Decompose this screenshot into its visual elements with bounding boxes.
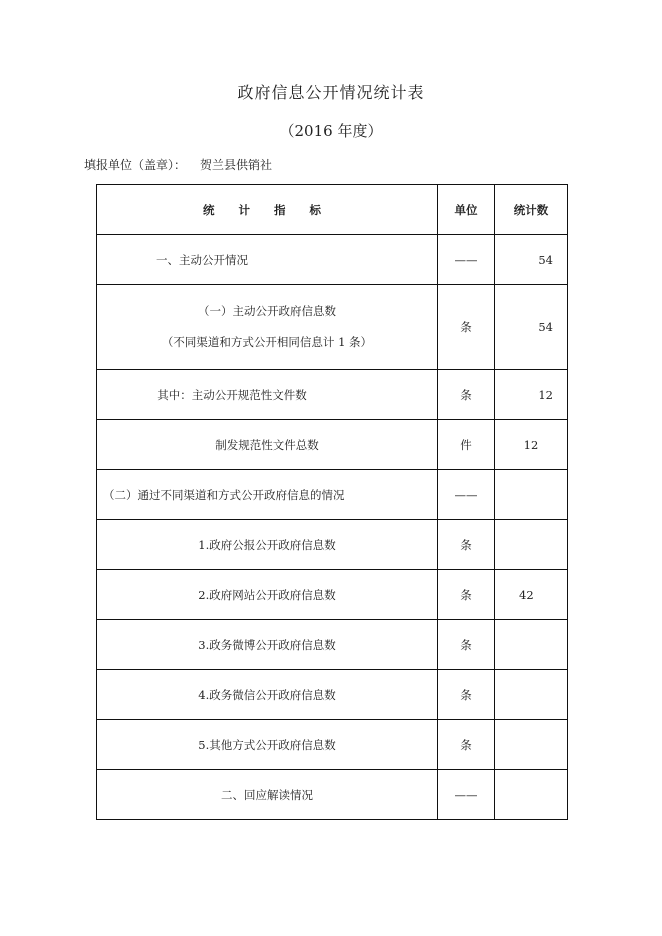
- row-count: [495, 720, 568, 770]
- row-unit: 件: [438, 420, 495, 470]
- row-name: 1.政府公报公开政府信息数: [97, 520, 438, 570]
- table-row: [97, 670, 568, 720]
- row-unit: ——: [438, 470, 495, 520]
- header-indicator: 统 计 指 标: [97, 185, 438, 235]
- header-unit: 单位: [438, 185, 495, 235]
- row-name: 5.其他方式公开政府信息数: [97, 720, 438, 770]
- row-count: [495, 670, 568, 720]
- row-count: 42: [495, 570, 568, 620]
- row-name: 2.政府网站公开政府信息数: [97, 570, 438, 620]
- row-count: 54: [495, 235, 568, 285]
- table-header-row: [97, 185, 568, 235]
- row-count: 54: [495, 285, 568, 370]
- table-row: [97, 285, 568, 370]
- row-unit: 条: [438, 720, 495, 770]
- statistics-table: [96, 184, 568, 820]
- row-count: [495, 620, 568, 670]
- header-count: 统计数: [495, 185, 568, 235]
- row-unit: 条: [438, 620, 495, 670]
- table-row: [97, 620, 568, 670]
- year-label: （2016 年度）: [279, 122, 383, 140]
- table-row: [97, 770, 568, 820]
- row-unit: ——: [438, 235, 495, 285]
- row-name: 一、主动公开情况: [97, 235, 438, 285]
- row-name: 其中：主动公开规范性文件数: [97, 370, 438, 420]
- table-row: [97, 570, 568, 620]
- page-title: 政府信息公开情况统计表: [237, 83, 425, 102]
- row-name: 3.政务微博公开政府信息数: [97, 620, 438, 670]
- row-name-line-2: （不同渠道和方式公开相同信息计 1 条）: [161, 335, 373, 349]
- row-name: [97, 285, 438, 370]
- filler-label: 填报单位（盖章）：: [84, 158, 187, 172]
- row-name: （二）通过不同渠道和方式公开政府信息的情况: [97, 470, 438, 520]
- row-name: 制发规范性文件总数: [97, 420, 438, 470]
- row-name: 二、回应解读情况: [97, 770, 438, 820]
- filler-value: 贺兰县供销社: [200, 158, 273, 172]
- row-unit: 条: [438, 285, 495, 370]
- row-unit: 条: [438, 520, 495, 570]
- table-row: [97, 370, 568, 420]
- table-row: [97, 470, 568, 520]
- row-count: 12: [495, 420, 568, 470]
- row-unit: 条: [438, 670, 495, 720]
- row-unit: 条: [438, 370, 495, 420]
- table-row: [97, 235, 568, 285]
- table-row: [97, 420, 568, 470]
- table-row: [97, 720, 568, 770]
- table-row: [97, 520, 568, 570]
- row-count: 12: [495, 370, 568, 420]
- row-name: 4.政务微信公开政府信息数: [97, 670, 438, 720]
- row-name-line-1: （一）主动公开政府信息数: [198, 303, 336, 318]
- row-unit: 条: [438, 570, 495, 620]
- row-unit: ——: [438, 770, 495, 820]
- row-count: [495, 470, 568, 520]
- filler-line: [84, 156, 272, 173]
- row-count: [495, 520, 568, 570]
- row-count: [495, 770, 568, 820]
